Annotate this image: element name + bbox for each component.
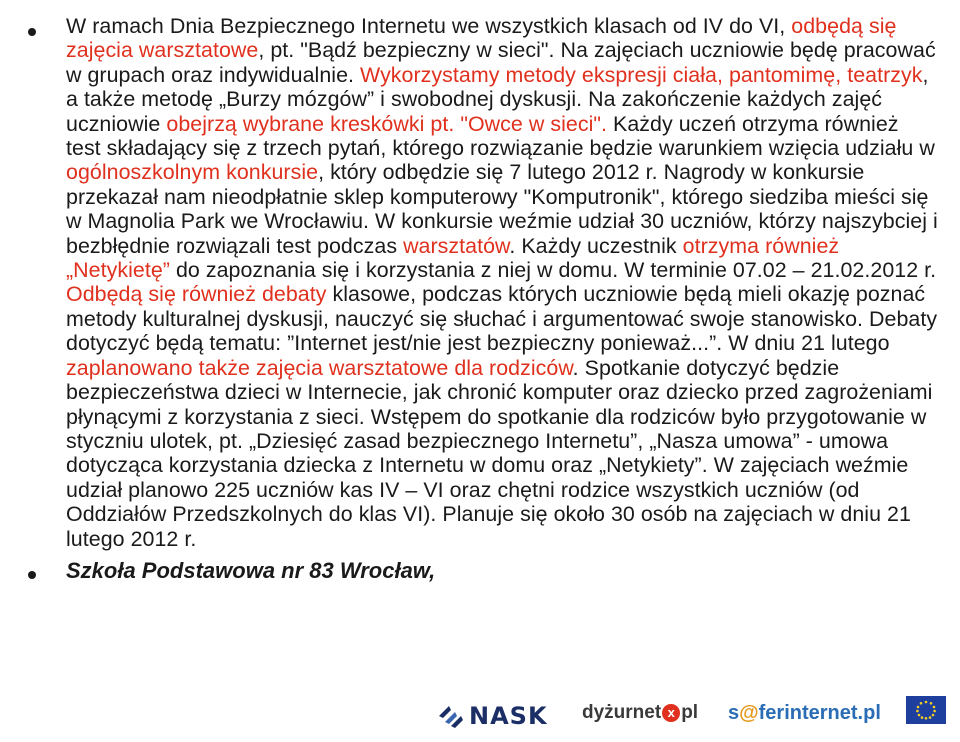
body-text: W ramach Dnia Bezpiecznego Internetu we wszystkich klasach od IV do VI, xyxy=(66,14,792,38)
safer-at-icon: @ xyxy=(739,702,759,724)
highlight-text: odbędą się zajęcia warsztatowe xyxy=(66,14,897,63)
bullet-school xyxy=(26,557,938,585)
dyzurnet-logo xyxy=(582,702,698,724)
highlight-text: obejrzą wybrane kreskówki pt. "Owce w sieci". xyxy=(166,111,608,136)
highlight-text: otrzyma również „Netykietę” xyxy=(66,233,840,283)
bullet-main xyxy=(26,14,938,551)
bullet-list xyxy=(26,14,938,585)
body-text: do zapoznania się i korzystania z niej w domu. W terminie 07.02 – 21.02.2012 r. xyxy=(169,258,937,283)
logo-bar xyxy=(0,692,960,742)
highlight-text: zaplanowano także zajęcia warsztatowe dla rodziców xyxy=(66,355,573,380)
dyzurnet-text: dyżurnet xyxy=(582,702,662,723)
nask-text: NASK xyxy=(469,702,548,730)
highlight-text: warsztatów xyxy=(403,233,510,258)
dyzurnet-suffix: pl xyxy=(681,702,699,723)
safer-rest: ferinternet.pl xyxy=(758,702,881,724)
saferinternet-logo xyxy=(728,702,881,725)
nask-mark-icon xyxy=(437,704,465,728)
main-paragraph xyxy=(66,14,938,551)
highlight-text: Odbędą się również debaty xyxy=(66,282,327,307)
bullet-dot-icon xyxy=(28,571,36,579)
eu-flag-icon xyxy=(906,696,946,724)
safer-s: s xyxy=(728,702,740,724)
body-text: , pt. "Bądź bezpieczny w sieci". Na zajęciach uczniowie będę pracować w grupach oraz indywidualnie. xyxy=(66,38,936,87)
highlight-text: ogólnoszkolnym konkursie xyxy=(66,160,319,185)
highlight-text: Wykorzystamy metody ekspresji ciała, pantomimę, teatrzyk xyxy=(360,62,923,87)
body-text: . Spotkanie dotyczyć będzie bezpieczeństwa dzieci w Internecie, jak chronić komputer oraz dziecko przed zagrożeniami płynącymi z korzystania z sieci. Wstępem do spotkanie dla rodziców było przygotowanie w styczniu ulotek, pt. „Dziesięć zasad bezpiecznego Internetu”, „Nasza umowa” - umowa dotycząca korzystania dziecka z Internetu w domu oraz „Netykiety”. W zajęciach weźmie udział planowo 225 uczniów kas IV – VI oraz chętni rodzice wszystkich uczniów (od Oddziałów Przedszkolnych do klas VI). Planuje się około 30 osób na zajęciach w dniu 21 lutego 2012 r. xyxy=(66,355,933,551)
body-text: , który odbędzie się 7 lutego 2012 r. Nagrody w konkursie przekazał nam nieodpłatnie sklep komputerowy "Komputronik", którego siedziba mieści się w Magnolia Park we Wrocławiu. W konkursie weźmie udział 30 uczniów, którzy najszybciej i bezbłędnie rozwiązali test podczas xyxy=(66,160,938,258)
body-text: , a także metodę „Burzy mózgów” i swobodnej dyskusji. Na zakończenie każdych zajęć uczniowie xyxy=(66,62,929,136)
body-text: klasowe, podczas których uczniowie będą mieli okazję poznać metody kulturalnej dyskusji, nauczyć się słuchać i argumentować swoje stanowisko. Debaty dotyczyć będą tematu: ”Internet jest/nie jest bezpieczny ponieważ...”. W dniu 21 lutego xyxy=(66,282,938,356)
school-name: Szkoła Podstawowa nr 83 Wrocław, xyxy=(66,557,436,583)
body-text: Każdy uczeń otrzyma również test składający się z trzech pytań, którego rozwiązanie będzie warunkiem wzięcia udziału w xyxy=(66,111,935,161)
bullet-dot-icon xyxy=(28,28,36,36)
dyzurnet-x-icon: x xyxy=(662,704,680,722)
body-text: . Każdy uczestnik xyxy=(509,233,683,258)
nask-logo xyxy=(437,700,548,732)
